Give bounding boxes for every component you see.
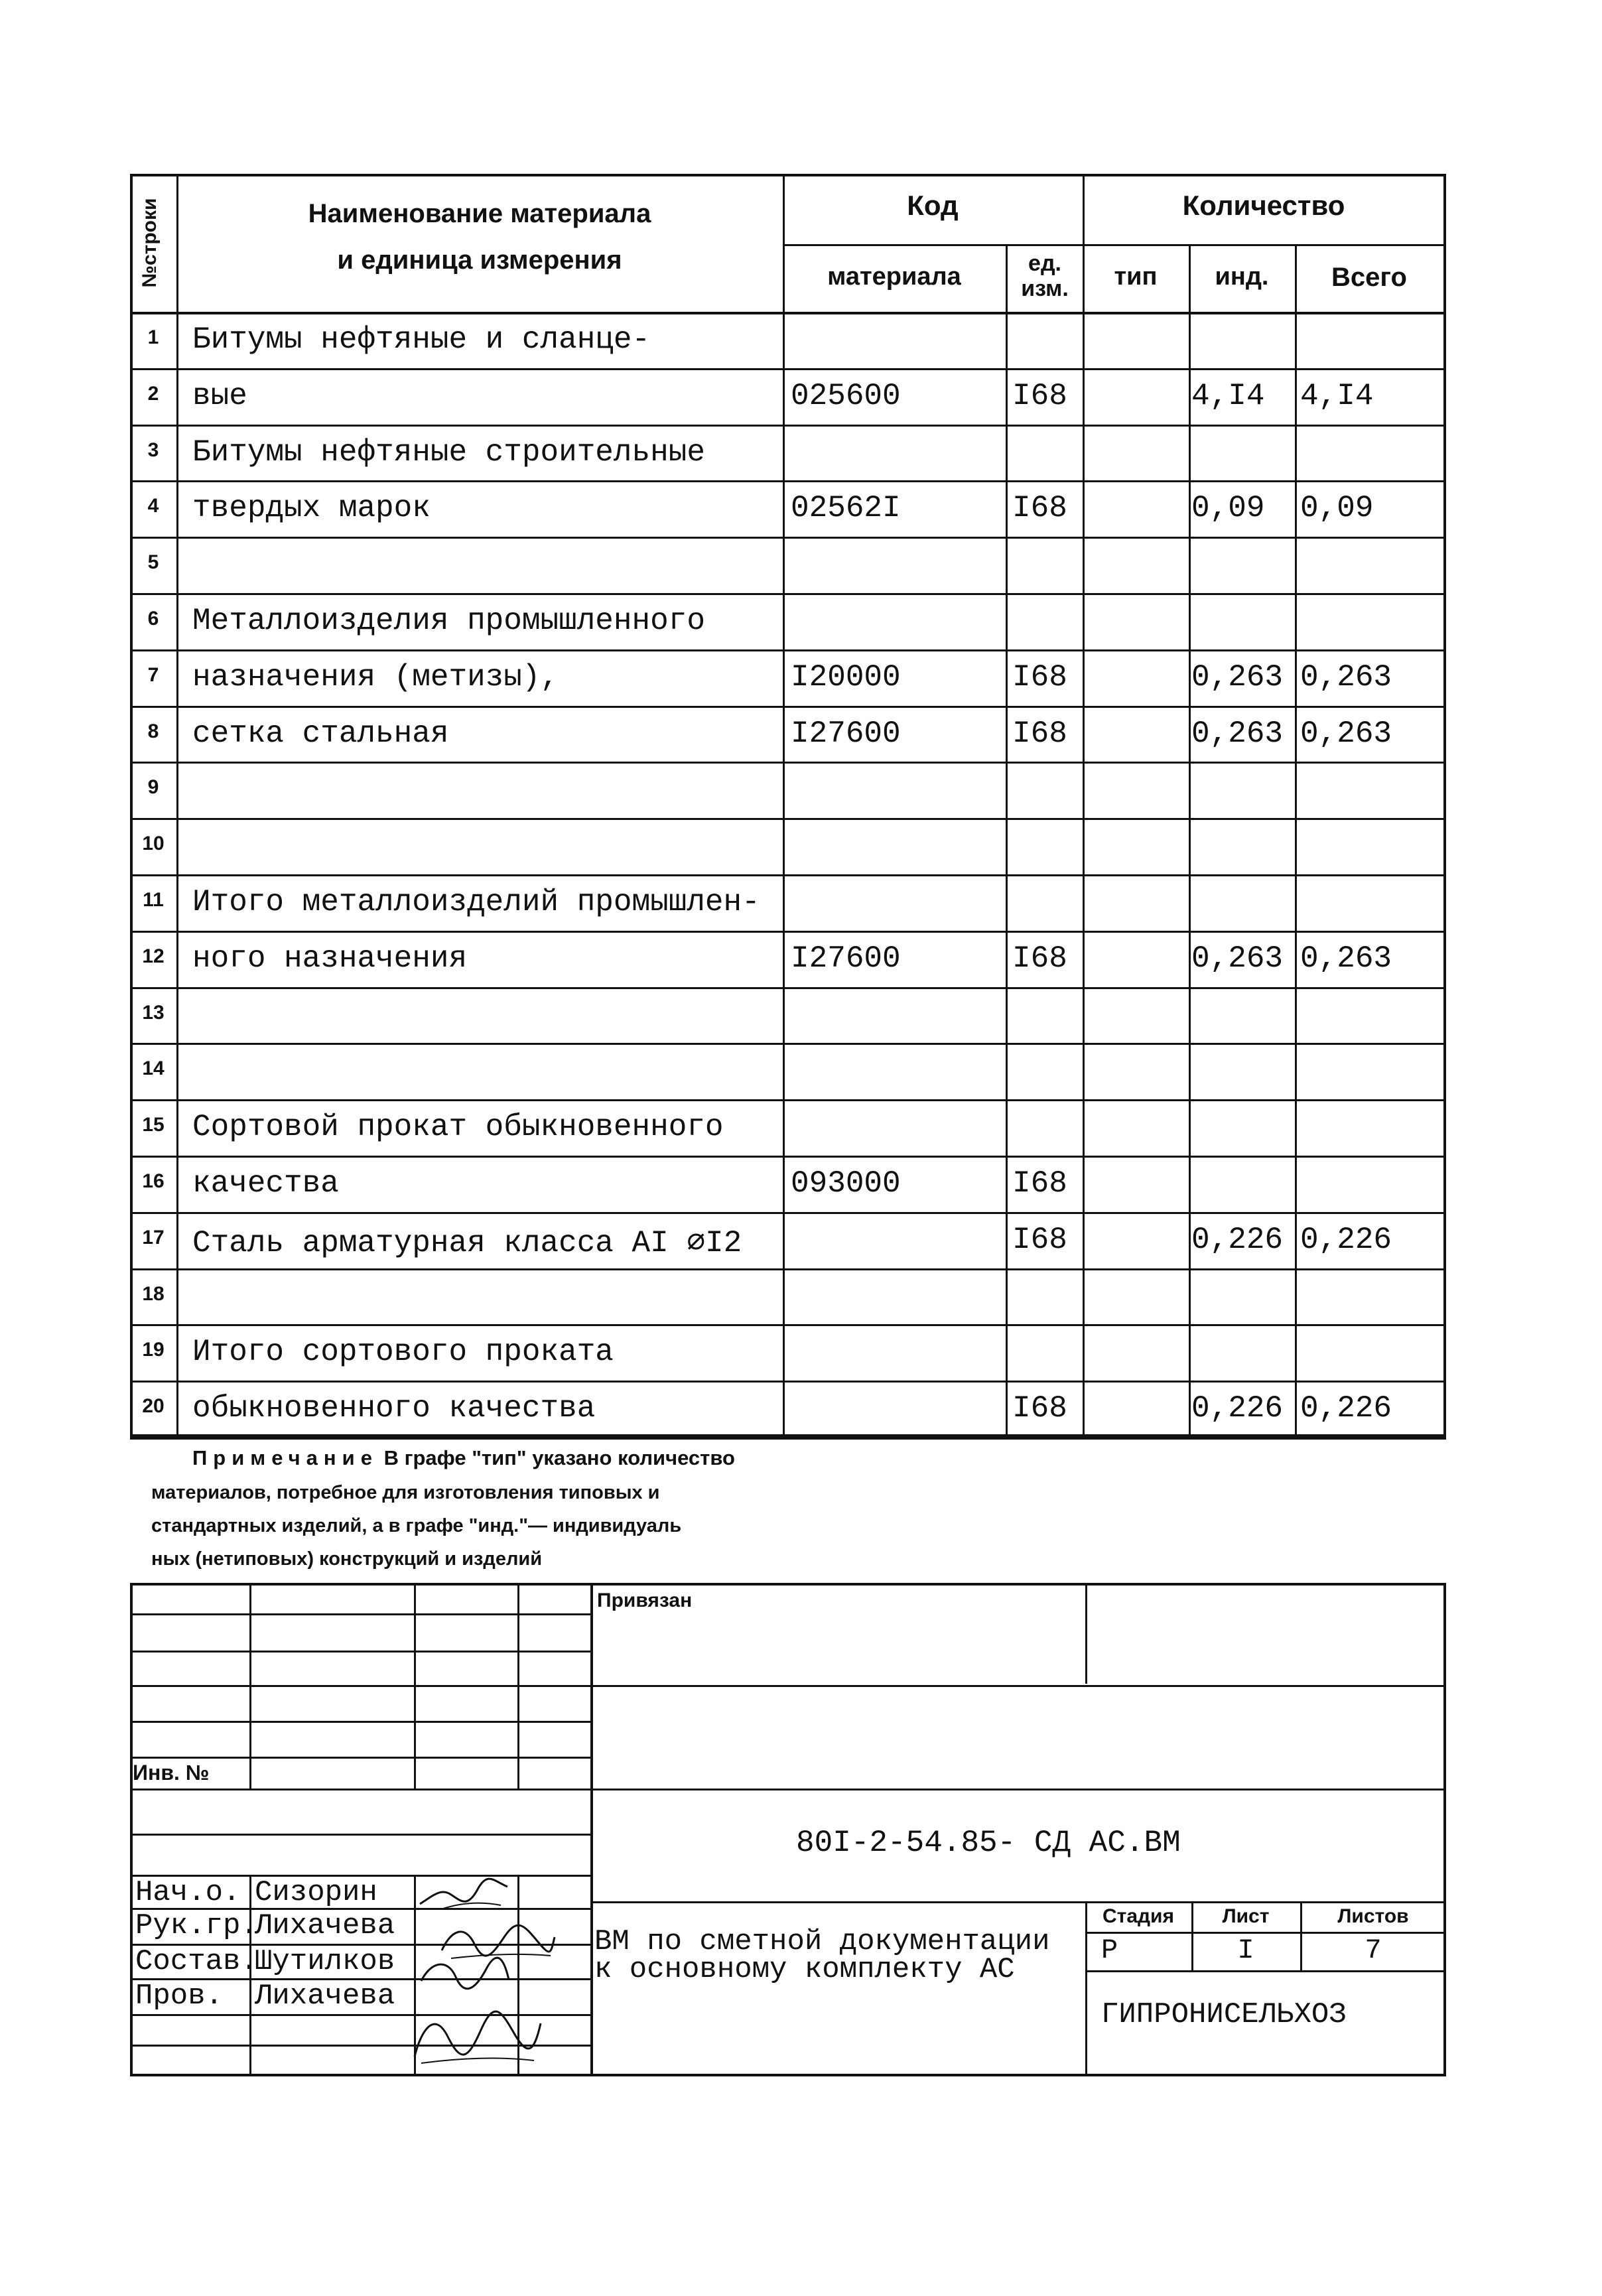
row-number: 12 [142,945,165,967]
row-number: 8 [147,720,159,742]
header-code: Код [907,190,959,221]
row-number: 7 [147,663,159,686]
staff-role: Состав. [135,1945,258,1978]
note-line4: ных (нетиповых) конструкций и изделий [151,1548,543,1570]
organization: ГИПРОНИСЕЛЬХОЗ [1101,1998,1347,2031]
row-unit: I68 [1012,378,1067,413]
staff-name: Лихачева [255,1909,395,1942]
header-code-unit: ед. изм. [1021,251,1069,301]
header-quantity: Количество [1182,190,1345,221]
sheets-value: 7 [1365,1934,1382,1966]
header-name-line1: Наименование материала [308,199,651,228]
staff-name: Сизорин [255,1876,377,1909]
row-name: вые [192,378,247,413]
row-name: обыкновенного качества [192,1391,596,1426]
staff-role: Рук.гр. [135,1909,258,1942]
signature-3 [415,1950,514,1997]
row-code: 02562I [791,491,901,526]
row-unit: I68 [1012,1222,1067,1257]
row-number: 4 [147,495,159,517]
row-ind: 0,263 [1191,716,1284,751]
note-line1 [192,1446,735,1470]
row-unit: I68 [1012,491,1067,526]
row-ind: 4,I4 [1191,378,1265,413]
row-unit: I68 [1012,659,1067,695]
row-total: 0,226 [1300,1391,1392,1426]
row-number: 9 [147,776,159,799]
sheets-label: Листов [1337,1905,1409,1927]
row-ind: 0,226 [1191,1391,1284,1426]
row-name: качества [192,1166,339,1201]
header-name-line2: и единица измерения [337,245,622,275]
signature-1 [415,1875,514,1915]
row-total: 0,263 [1300,716,1392,751]
header-qty-ind: инд. [1215,263,1269,291]
row-number: 13 [142,1001,165,1024]
row-number: 6 [147,608,159,630]
row-code: 093000 [791,1166,901,1201]
header-qty-total: Всего [1331,263,1407,292]
sheet-label: Лист [1222,1905,1270,1927]
note-line2: материалов, потребное для изготовления типовых и [151,1482,660,1503]
staff-name: Шутилков [255,1945,395,1978]
row-name: Итого сортового проката [192,1335,614,1370]
document-designation: 80I-2-54.85- СД АС.ВМ [796,1826,1181,1860]
row-number: 17 [142,1226,165,1249]
row-total: 0,263 [1300,941,1392,976]
row-number: 2 [147,382,159,405]
row-total: 0,226 [1300,1222,1392,1257]
row-unit: I68 [1012,941,1067,976]
row-unit: I68 [1012,716,1067,751]
row-number: 3 [147,439,159,461]
row-name: ного назначения [192,941,468,976]
row-code: I27600 [791,941,901,976]
stage-label: Стадия [1102,1905,1175,1927]
row-number: 16 [142,1170,165,1192]
row-total: 0,09 [1300,491,1374,526]
row-ind: 0,263 [1191,659,1284,695]
row-code: I20000 [791,659,901,695]
row-name: Сортовой прокат обыкновенного [192,1110,724,1145]
row-name: Битумы нефтяные и сланце- [192,322,651,357]
row-ind: 0,226 [1191,1222,1284,1257]
staff-role: Пров. [135,1980,224,2013]
privyazan-label: Привязан [597,1589,693,1611]
header-qty-type: тип [1114,263,1158,291]
sheet-value: I [1237,1934,1254,1966]
row-number: 18 [142,1282,165,1305]
document-title-line2: к основному комплекту АС [594,1953,1015,1986]
row-total: 0,263 [1300,659,1392,695]
row-name: назначения (метизы), [192,659,559,695]
row-number: 10 [142,833,165,855]
row-number: 20 [142,1395,165,1418]
staff-role: Нач.о. [135,1876,241,1909]
staff-name: Лихачева [255,1980,395,2013]
row-number: 1 [147,326,159,348]
inventory-number-label: Инв. № [133,1761,210,1785]
row-name: Сталь арматурная класса AI ⌀I2 [192,1225,742,1260]
row-number: 19 [142,1339,165,1361]
row-ind: 0,09 [1191,491,1265,526]
row-number: 14 [142,1057,165,1080]
note-line3: стандартных изделий, а в графе "инд."— индивидуаль [151,1515,682,1536]
row-name: Битумы нефтяные строительные [192,435,705,470]
row-number: 5 [147,551,159,574]
stage-value: Р [1101,1934,1118,1966]
row-unit: I68 [1012,1166,1067,1201]
note-text-1: В графе "тип" указано количество [383,1446,735,1469]
note-title: Примечание [192,1446,378,1469]
row-unit: I68 [1012,1391,1067,1426]
row-number: 15 [142,1114,165,1136]
row-total: 4,I4 [1300,378,1374,413]
row-number: 11 [143,889,164,911]
row-name: твердых марок [192,491,431,526]
header-code-material: материала [827,263,961,291]
header-row-number: №строки [139,198,161,288]
row-name: Итого металлоизделий промышлен- [192,885,760,919]
row-ind: 0,263 [1191,941,1284,976]
document-title-line1: ВМ по сметной документации [594,1925,1050,1958]
row-code: 025600 [791,378,901,413]
row-code: I27600 [791,716,901,751]
signature-4 [401,1997,547,2070]
row-name: Металлоизделия промышленного [192,604,705,638]
row-name: сетка стальная [192,716,449,751]
